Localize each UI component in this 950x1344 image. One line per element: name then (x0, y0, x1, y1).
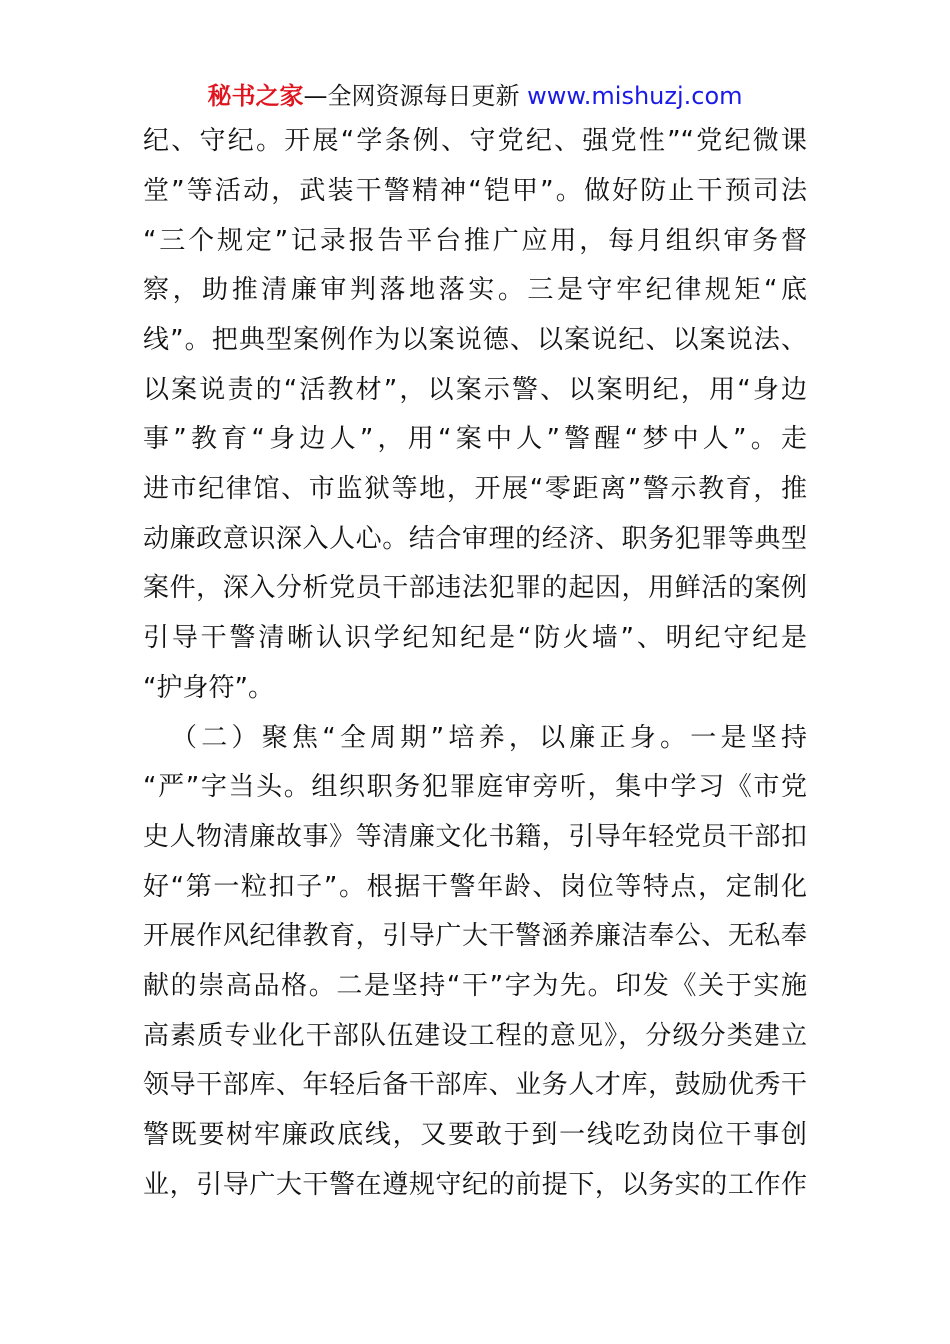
text-line: 线”。把典型案例作为以案说德、以案说纪、以案说法、 (143, 325, 807, 355)
site-url-link[interactable]: www.mishuzj.com (527, 82, 743, 110)
text-line: 开展作风纪律教育，引导广大干警涵养廉洁奉公、无私奉 (143, 921, 807, 951)
text-line: 事”教育“身边人”，用“案中人”警醒“梦中人”。走 (143, 424, 807, 454)
text-line: “严”字当头。组织职务犯罪庭审旁听，集中学习《市党 (143, 772, 807, 802)
text-line: 警既要树牢廉政底线，又要敢于到一线吃劲岗位干事创 (143, 1120, 807, 1150)
text-line: “三个规定”记录报告平台推广应用，每月组织审务督 (143, 226, 807, 256)
section-heading-line: （二）聚焦“全周期”培养，以廉正身。一是坚持 (171, 723, 807, 753)
text-line: 纪、守纪。开展“学条例、守党纪、强党性”“党纪微课 (143, 126, 807, 156)
text-line: 好“第一粒扣子”。根据干警年龄、岗位等特点，定制化 (143, 872, 807, 902)
text-line: 领导干部库、年轻后备干部库、业务人才库，鼓励优秀干 (143, 1070, 807, 1100)
text-line: 堂”等活动，武装干警精神“铠甲”。做好防止干预司法 (143, 176, 807, 206)
text-line: 动廉政意识深入人心。结合审理的经济、职务犯罪等典型 (143, 524, 807, 554)
brand-name: 秘书之家 (207, 82, 304, 110)
site-header (0, 80, 950, 112)
text-line: 案件，深入分析党员干部违法犯罪的起因，用鲜活的案例 (143, 573, 807, 603)
header-tagline: —全网资源每日更新 (303, 82, 520, 110)
text-line: 以案说责的“活教材”，以案示警、以案明纪，用“身边 (143, 375, 807, 405)
text-line: 高素质专业化干部队伍建设工程的意见》，分级分类建立 (143, 1021, 807, 1051)
text-line: 业，引导广大干警在遵规守纪的前提下，以务实的工作作 (143, 1170, 807, 1200)
text-line: “护身符”。 (143, 673, 274, 703)
text-line: 进市纪律馆、市监狱等地，开展“零距离”警示教育，推 (143, 474, 807, 504)
text-line: 察，助推清廉审判落地落实。三是守牢纪律规矩“底 (143, 275, 807, 305)
text-line: 史人物清廉故事》等清廉文化书籍，引导年轻党员干部扣 (143, 822, 807, 852)
text-line: 引导干警清晰认识学纪知纪是“防火墙”、明纪守纪是 (143, 623, 807, 653)
text-line: 献的崇高品格。二是坚持“干”字为先。印发《关于实施 (143, 971, 807, 1001)
